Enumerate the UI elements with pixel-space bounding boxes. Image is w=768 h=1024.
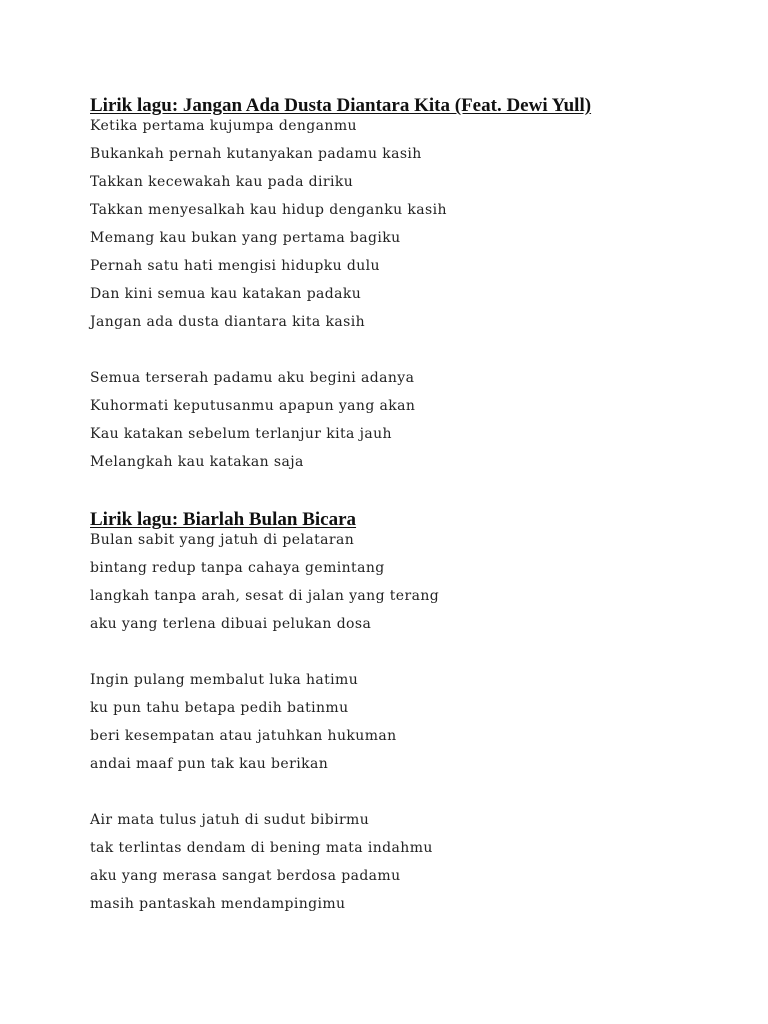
lyric-line: Pernah satu hati mengisi hidupku dulu xyxy=(90,258,380,274)
lyric-line: Air mata tulus jatuh di sudut bibirmu xyxy=(90,812,370,828)
stanza xyxy=(90,666,730,778)
lyrics xyxy=(90,112,730,476)
stanza-spacer xyxy=(90,336,730,364)
document-page xyxy=(90,94,730,918)
stanza xyxy=(90,806,730,918)
stanza-spacer xyxy=(90,638,730,666)
lyric-line: Bulan sabit yang jatuh di pelataran xyxy=(90,532,355,548)
song-title: Lirik lagu: Jangan Ada Dusta Diantara Kita (Feat. Dewi Yull) xyxy=(90,95,592,116)
lyric-line: Kuhormati keputusanmu apapun yang akan xyxy=(90,398,416,414)
song-section xyxy=(90,94,730,476)
lyric-line: Takkan menyesalkah kau hidup denganku kasih xyxy=(90,202,447,218)
song-title: Lirik lagu: Biarlah Bulan Bicara xyxy=(90,509,357,530)
stanza xyxy=(90,526,730,638)
stanza xyxy=(90,112,730,336)
song-section xyxy=(90,508,730,918)
lyrics xyxy=(90,526,730,918)
stanza xyxy=(90,364,730,476)
lyric-line: Semua terserah padamu aku begini adanya xyxy=(90,370,415,386)
lyric-line: Memang kau bukan yang pertama bagiku xyxy=(90,230,401,246)
lyric-line: aku yang terlena dibuai pelukan dosa xyxy=(90,616,372,632)
lyric-line: Jangan ada dusta diantara kita kasih xyxy=(90,314,365,330)
lyric-line: beri kesempatan atau jatuhkan hukuman xyxy=(90,728,397,744)
lyric-line: Melangkah kau katakan saja xyxy=(90,454,304,470)
lyric-line: ku pun tahu betapa pedih batinmu xyxy=(90,700,349,716)
lyric-line: Bukankah pernah kutanyakan padamu kasih xyxy=(90,146,422,162)
lyric-line: Ketika pertama kujumpa denganmu xyxy=(90,118,357,134)
lyric-line: bintang redup tanpa cahaya gemintang xyxy=(90,560,385,576)
lyric-line: aku yang merasa sangat berdosa padamu xyxy=(90,868,401,884)
lyric-line: Ingin pulang membalut luka hatimu xyxy=(90,672,359,688)
lyric-line: tak terlintas dendam di bening mata indahmu xyxy=(90,840,433,856)
lyric-line: Dan kini semua kau katakan padaku xyxy=(90,286,362,302)
lyric-line: Kau katakan sebelum terlanjur kita jauh xyxy=(90,426,392,442)
lyric-line: masih pantaskah mendampingimu xyxy=(90,896,346,912)
section-spacer xyxy=(90,476,730,508)
lyric-line: Takkan kecewakah kau pada diriku xyxy=(90,174,354,190)
lyric-line: langkah tanpa arah, sesat di jalan yang terang xyxy=(90,588,440,604)
lyric-line: andai maaf pun tak kau berikan xyxy=(90,756,329,772)
stanza-spacer xyxy=(90,778,730,806)
